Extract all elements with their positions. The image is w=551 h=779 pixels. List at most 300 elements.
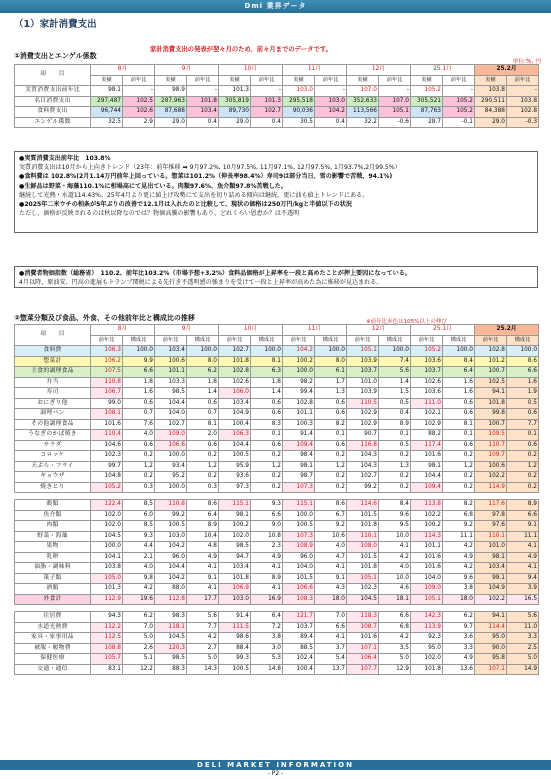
table-cell: 1.5: [379, 388, 411, 399]
t2-col-b: 構成比: [443, 335, 475, 346]
table-cell: 103.6: [411, 356, 443, 367]
table-cell: 0.1: [251, 430, 283, 441]
table-cell: 112.9: [91, 594, 123, 605]
table-cell: 101.1: [411, 542, 443, 553]
table-cell: 10.0: [379, 573, 411, 584]
table-cell: 290,511: [475, 96, 507, 107]
table-cell: -: [123, 86, 155, 97]
table-cell: 104.0: [155, 409, 187, 420]
row-label: エンゲル係数: [15, 117, 91, 128]
table-cell: 17.7: [187, 594, 219, 605]
table-cell: 106.3: [91, 346, 123, 357]
table-cell: 100.0: [443, 346, 475, 357]
table-cell: 0.2: [507, 472, 539, 483]
table-cell: 101.5: [347, 552, 379, 563]
t2-month-header: 8月: [91, 325, 155, 336]
table-cell: 100.0: [91, 542, 123, 553]
table-cell: 114.3: [411, 531, 443, 542]
table-cell: 103.7: [411, 367, 443, 378]
table-cell: 6.6: [379, 612, 411, 623]
table-cell: 104.6: [91, 440, 123, 451]
table-row: [15, 451, 539, 462]
table-cell: 100.4: [283, 664, 315, 675]
table-cell: 2.9: [123, 117, 155, 128]
row-label: サラダ: [15, 440, 91, 451]
table-row: [15, 510, 539, 521]
table-cell: 102.7: [155, 419, 187, 430]
table-cell: 0.2: [123, 451, 155, 462]
table-cell: 91.4: [219, 612, 251, 623]
row-label: 保健医療: [15, 654, 91, 665]
table-cell: 102.9: [411, 419, 443, 430]
growth-note: ※前年比赤色は105%以上の伸び: [366, 319, 447, 325]
table-cell: 8.6: [187, 500, 219, 511]
group-spacer: [15, 605, 539, 612]
table-cell: 0.6: [507, 440, 539, 451]
table-row: [15, 612, 539, 623]
table-cell: 104.2: [155, 542, 187, 553]
table-cell: 8.9: [187, 521, 219, 532]
table-cell: 103.4: [475, 563, 507, 574]
t2-col-b: 構成比: [187, 335, 219, 346]
table-cell: 4.0: [315, 542, 347, 553]
table-cell: 0.2: [187, 451, 219, 462]
table-cell: 100.2: [283, 356, 315, 367]
table-cell: 94.7: [219, 552, 251, 563]
table-cell: 110.5: [347, 398, 379, 409]
table-cell: 98.5: [155, 654, 187, 665]
table-cell: 109.4: [283, 440, 315, 451]
table-cell: 3.3: [443, 643, 475, 654]
table-cell: 99.2: [155, 510, 187, 521]
table-cell: 0.2: [443, 451, 475, 462]
table-cell: 104.3: [347, 461, 379, 472]
t1-col-a: 実績: [347, 75, 379, 86]
table-cell: 105.2: [411, 346, 443, 357]
t1-col-a: 実績: [283, 75, 315, 86]
table-cell: 0.2: [187, 472, 219, 483]
table-cell: 120.3: [155, 643, 187, 654]
table-cell: 89.4: [283, 633, 315, 644]
row-label: 野菜・海藻: [15, 531, 91, 542]
table-cell: 103.8: [475, 86, 507, 97]
table-cell: 2.1: [123, 552, 155, 563]
table-cell: 29.0: [219, 117, 251, 128]
table-cell: 0.6: [123, 398, 155, 409]
table-cell: 4.1: [251, 563, 283, 574]
table-cell: 1.8: [123, 377, 155, 388]
table-cell: 14.9: [507, 664, 539, 675]
table-cell: 103.7: [283, 622, 315, 633]
table-cell: 90,036: [283, 107, 315, 118]
table-categories: [14, 324, 539, 675]
table-cell: 9.0: [251, 521, 283, 532]
table-cell: 104.5: [91, 531, 123, 542]
t2-month-header: 25.2月: [475, 325, 539, 336]
table-cell: 0.2: [315, 482, 347, 493]
table-cell: 4.2: [379, 633, 411, 644]
row-label: 調理パン: [15, 409, 91, 420]
t1-month-header: 9月: [155, 65, 219, 76]
table-cell: 103.8: [507, 96, 539, 107]
table-cell: 3.6: [443, 633, 475, 644]
table-row: [15, 367, 539, 378]
table-cell: 98.7: [283, 472, 315, 483]
table-cell: 295,518: [283, 96, 315, 107]
table-cell: 0.4: [379, 409, 411, 420]
t2-month-header: 12月: [347, 325, 411, 336]
table-cell: 88.0: [155, 584, 187, 595]
t1-col-a: 実績: [219, 75, 251, 86]
table-cell: 89,730: [219, 107, 251, 118]
table-cell: 112.5: [91, 633, 123, 644]
table-cell: 104.0: [283, 563, 315, 574]
table-cell: 30.5: [283, 117, 315, 128]
t2-col-a: 前年比: [283, 335, 315, 346]
table-cell: 9.1: [507, 521, 539, 532]
table-cell: 103.8: [91, 563, 123, 574]
row-label: 肉類: [15, 521, 91, 532]
table-cell: 8.1: [251, 356, 283, 367]
table-row: [15, 388, 539, 399]
table-cell: 92.3: [411, 633, 443, 644]
table-cell: -: [443, 86, 475, 97]
table-cell: 2.0: [187, 430, 219, 441]
table-cell: 102.0: [411, 654, 443, 665]
table-cell: 5.6: [379, 367, 411, 378]
table-cell: 108.0: [347, 542, 379, 553]
row-label: 弁当: [15, 377, 91, 388]
table-cell: 29.0: [155, 117, 187, 128]
t2-col-b: 構成比: [251, 335, 283, 346]
table-cell: 8.4: [379, 500, 411, 511]
table-cell: 97.3: [219, 482, 251, 493]
table-cell: 10.4: [187, 531, 219, 542]
table-cell: 104.5: [155, 633, 187, 644]
table-cell: 102.2: [475, 594, 507, 605]
table-cell: 0.6: [443, 398, 475, 409]
table-cell: 0.5: [379, 398, 411, 409]
table-cell: 100.0: [123, 346, 155, 357]
table-cell: 0.6: [315, 398, 347, 409]
table-cell: -: [379, 86, 411, 97]
table-cell: 4.1: [187, 563, 219, 574]
table-cell: 100.7: [475, 419, 507, 430]
table-cell: 101.3: [219, 86, 251, 97]
table-cell: 100.6: [155, 356, 187, 367]
table-cell: 102.8: [475, 346, 507, 357]
table-cell: 115.1: [283, 500, 315, 511]
table-cell: 102.3: [91, 451, 123, 462]
table-cell: 107.1: [475, 664, 507, 675]
table-cell: 7.7: [187, 622, 219, 633]
table-row: [15, 117, 539, 128]
table-cell: 104.8: [91, 472, 123, 483]
table-cell: 103.4: [187, 107, 219, 118]
table-cell: 8.1: [443, 419, 475, 430]
t1-col-b: 前年比: [379, 75, 411, 86]
table-cell: 98.6: [219, 633, 251, 644]
table-cell: 9.4: [507, 573, 539, 584]
table-cell: 105.1: [347, 573, 379, 584]
row-label: 寿司: [15, 388, 91, 399]
table-cell: 100.0: [283, 510, 315, 521]
table-cell: 4.3: [315, 584, 347, 595]
table-cell: 7.7: [507, 419, 539, 430]
table-cell: 6.6: [315, 622, 347, 633]
table-cell: 107.1: [347, 643, 379, 654]
row-label: 果物: [15, 542, 91, 553]
table-cell: 101.0: [347, 377, 379, 388]
table-cell: 103.4: [219, 398, 251, 409]
table-cell: 99.8: [475, 409, 507, 420]
table-cell: 9.9: [123, 356, 155, 367]
table-cell: 5.4: [315, 654, 347, 665]
table-cell: 5.6: [507, 612, 539, 623]
table-cell: 5.0: [187, 654, 219, 665]
table-cell: 0.5: [507, 398, 539, 409]
t1-col-a: 実績: [475, 75, 507, 86]
t1-col-a: 実績: [411, 75, 443, 86]
table-cell: 83.1: [91, 664, 123, 675]
page-title: （1）家計消費支出: [14, 19, 97, 30]
table-cell: 1.8: [251, 377, 283, 388]
table-cell: 11.1: [507, 531, 539, 542]
t2-col-b: 構成比: [379, 335, 411, 346]
table-cell: 101.6: [411, 563, 443, 574]
table-cell: 121.7: [283, 612, 315, 623]
table-cell: 98.2: [283, 377, 315, 388]
table-cell: 103.6: [411, 388, 443, 399]
table-cell: 1.9: [507, 388, 539, 399]
table-cell: 102.8: [283, 398, 315, 409]
table-consumption: [14, 64, 539, 128]
table-cell: 94.3: [91, 612, 123, 623]
row-label: うなぎのかば焼き: [15, 430, 91, 441]
table-cell: 111.5: [219, 622, 251, 633]
table-cell: 100.5: [155, 521, 187, 532]
table-cell: 6.6: [507, 510, 539, 521]
table-cell: 4.1: [187, 584, 219, 595]
table-cell: 118.1: [155, 622, 187, 633]
t1-col-a: 実績: [91, 75, 123, 86]
table-cell: 4.9: [443, 552, 475, 563]
table-row: [15, 521, 539, 532]
table-cell: 16.5: [507, 594, 539, 605]
table-cell: 104.4: [411, 472, 443, 483]
table-row: [15, 461, 539, 472]
unit-label: 単位:%, 円: [512, 59, 541, 65]
table-cell: 99.4: [283, 388, 315, 399]
group-spacer: [15, 493, 539, 500]
table-cell: 93.6: [219, 472, 251, 483]
table-cell: 6.4: [187, 510, 219, 521]
table-cell: 103.0: [155, 531, 187, 542]
row-label: 惣菜計: [15, 356, 91, 367]
table-cell: 1.6: [443, 377, 475, 388]
table-cell: 108.7: [347, 622, 379, 633]
table-cell: 114.4: [475, 622, 507, 633]
table-cell: 106.6: [155, 440, 187, 451]
table-cell: 6.2: [443, 612, 475, 623]
table-cell: 104.5: [347, 594, 379, 605]
table-cell: 100.3: [283, 419, 315, 430]
table-row: [15, 377, 539, 388]
table-cell: 6.4: [251, 612, 283, 623]
t1-col-b: 前年比: [315, 75, 347, 86]
table-cell: 105.1: [347, 346, 379, 357]
table-cell: 19.6: [123, 594, 155, 605]
table-row: [15, 531, 539, 542]
table-cell: 98.1: [283, 461, 315, 472]
table-cell: 4.9: [443, 654, 475, 665]
table-cell: 4.7: [315, 552, 347, 563]
table-cell: 94.1: [475, 612, 507, 623]
t1-month-header: 10月: [219, 65, 283, 76]
table-cell: 112.2: [91, 622, 123, 633]
t1-month-header: 8月: [91, 65, 155, 76]
table-cell: 118.3: [347, 612, 379, 623]
table-cell: 98.1: [475, 552, 507, 563]
table-cell: 0.2: [443, 472, 475, 483]
table-row: [15, 346, 539, 357]
table-cell: 0.1: [315, 430, 347, 441]
table-cell: 98.1: [219, 510, 251, 521]
table-cell: 305,521: [411, 96, 443, 107]
section2-title: ②惣菜分類及び食品、外食、その他前年比と構成比の推移: [14, 314, 195, 322]
table-cell: 102.4: [283, 654, 315, 665]
table-cell: 3.0: [251, 643, 283, 654]
table-cell: 101.1: [155, 367, 187, 378]
table-cell: 101.6: [411, 552, 443, 563]
table-cell: 87,688: [155, 107, 187, 118]
table-cell: 1.3: [315, 388, 347, 399]
table-cell: 1.6: [123, 388, 155, 399]
table-cell: 7.4: [379, 356, 411, 367]
table-cell: 8.6: [507, 356, 539, 367]
table-cell: 9.1: [315, 573, 347, 584]
table-cell: 88.3: [155, 664, 187, 675]
table-row: [15, 594, 539, 605]
table-cell: 107.0: [379, 96, 411, 107]
table-cell: -: [187, 86, 219, 97]
table-cell: 5.6: [187, 612, 219, 623]
table-cell: 100.0: [315, 346, 347, 357]
table-cell: 12.9: [379, 664, 411, 675]
table-cell: 6.4: [443, 367, 475, 378]
t2-col-a: 前年比: [91, 335, 123, 346]
table-cell: 91.4: [283, 430, 315, 441]
table-cell: 107.0: [347, 86, 379, 97]
table-cell: 102.0: [91, 510, 123, 521]
table-cell: 6.3: [251, 367, 283, 378]
t1-col-b: 前年比: [443, 75, 475, 86]
table-cell: 98.5: [219, 542, 251, 553]
table-cell: 100.2: [411, 521, 443, 532]
table-cell: 111.0: [411, 398, 443, 409]
table-cell: 101.1: [283, 409, 315, 420]
row-label: 穀類: [15, 500, 91, 511]
table-cell: 110.7: [475, 440, 507, 451]
table-cell: 9.2: [315, 521, 347, 532]
table-cell: -0.1: [443, 117, 475, 128]
table-cell: 18.1: [379, 594, 411, 605]
table-cell: 8.9: [251, 573, 283, 584]
commentary-line: 継続して光熱・水道114.43%、25年4月より更に値上げ攻勢にて支出を切り詰める傾向は継続、更に油も値上トレンドにある。: [19, 191, 369, 199]
table-cell: 101.6: [347, 633, 379, 644]
row-label: 食料費支出: [15, 107, 91, 118]
table-cell: 103.3: [155, 377, 187, 388]
table-cell: 107.5: [91, 367, 123, 378]
table-cell: 101.6: [411, 451, 443, 462]
table-cell: 102.6: [219, 377, 251, 388]
table-cell: 29.0: [475, 117, 507, 128]
table-cell: 110.8: [155, 500, 187, 511]
table-cell: 6.2: [187, 367, 219, 378]
table-cell: 114.6: [347, 500, 379, 511]
t1-col-b: 前年比: [123, 75, 155, 86]
table-row: [15, 633, 539, 644]
header-bar: Dmi 業界データ: [0, 0, 551, 13]
table-row: [15, 500, 539, 511]
table-cell: 84,388: [475, 107, 507, 118]
row-label: 水道光熱費: [15, 622, 91, 633]
table-cell: 108.1: [91, 409, 123, 420]
table-cell: 94.1: [475, 388, 507, 399]
table-cell: 4.2: [379, 552, 411, 563]
table-cell: 5.0: [507, 654, 539, 665]
t1-col-b: 前年比: [187, 75, 219, 86]
table-cell: 3.3: [507, 633, 539, 644]
table-cell: 0.6: [315, 440, 347, 451]
table-cell: 99.3: [219, 654, 251, 665]
table-cell: 9.1: [187, 573, 219, 584]
table-cell: 109.4: [411, 482, 443, 493]
table-cell: 122.4: [91, 500, 123, 511]
table-cell: 105.7: [91, 654, 123, 665]
table-cell: 102.7: [347, 472, 379, 483]
table-cell: 97.6: [475, 521, 507, 532]
table-row: [15, 419, 539, 430]
table-cell: 4.0: [123, 563, 155, 574]
table-cell: 18.0: [443, 594, 475, 605]
table-cell: 106.6: [283, 584, 315, 595]
table-cell: 103.4: [155, 346, 187, 357]
table-cell: 112.8: [155, 594, 187, 605]
table-cell: 0.7: [123, 409, 155, 420]
table-cell: 98.9: [155, 86, 187, 97]
row-label: 名目消費支出: [15, 96, 91, 107]
table-cell: 0.6: [315, 409, 347, 420]
table-cell: 14.8: [251, 664, 283, 675]
table-cell: 101.8: [187, 96, 219, 107]
table-cell: 3.9: [507, 584, 539, 595]
table-cell: 115.1: [219, 500, 251, 511]
table-cell: 0.2: [315, 451, 347, 462]
table-cell: 4.9: [251, 552, 283, 563]
table-cell: 1.2: [315, 461, 347, 472]
table-cell: 4.1: [251, 584, 283, 595]
table-cell: 10.8: [251, 531, 283, 542]
table-cell: 4.9: [507, 552, 539, 563]
table-cell: 0.3: [187, 482, 219, 493]
table-cell: 9.5: [379, 521, 411, 532]
table-cell: 0.1: [507, 430, 539, 441]
table-cell: -: [251, 86, 283, 97]
table-cell: 102.9: [347, 419, 379, 430]
table-cell: 90.0: [475, 643, 507, 654]
table-cell: 13.6: [443, 664, 475, 675]
